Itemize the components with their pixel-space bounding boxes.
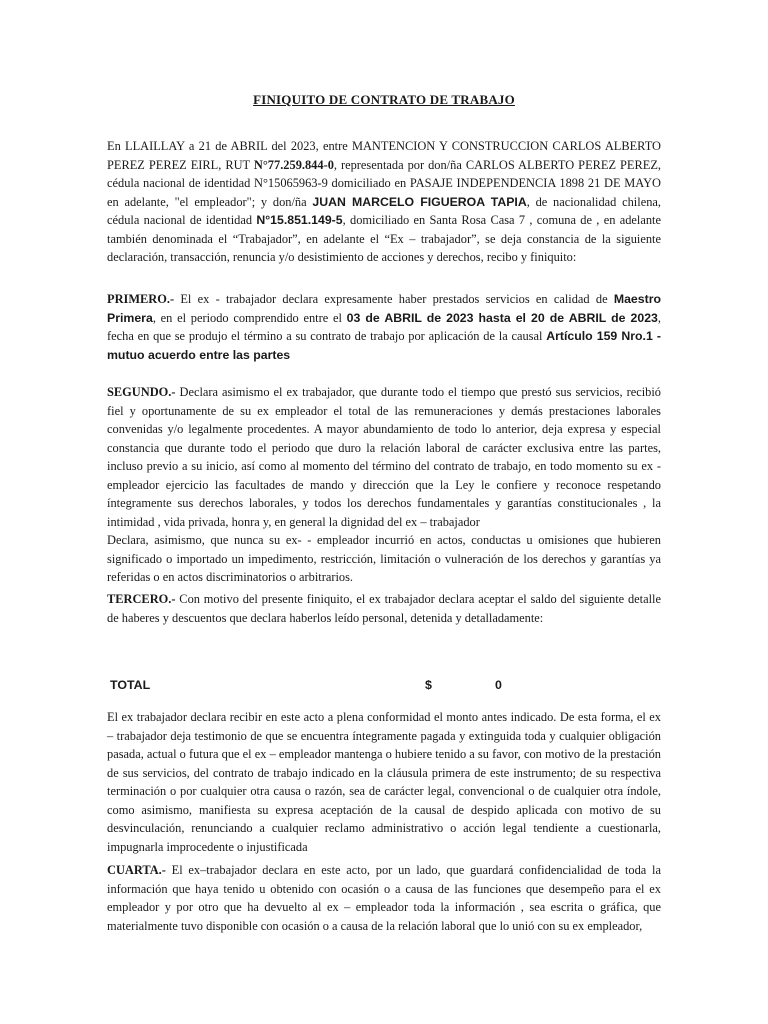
total-row	[0, 676, 768, 696]
clause-tercero	[107, 590, 661, 627]
intro-text-3: , de nacionalidad chilena, cédula nacional de identidad	[107, 194, 661, 227]
cuarta-text: El ex–trabajador declara en este acto, por un lado, que guardará confidencialidad de toda la información que haya tenido u obtenido con ocasión o a causa de las funciones que desempeño para el ex empleador y por otro que ha devuelto al ex – empleador toda la información , sea escrita o gráfica, que materialmente tuvo disponible con ocasión o a causa de la relación laboral que lo unió con su ex empleador,	[107, 863, 661, 933]
primero-text-3: , fecha en que se produjo el término a su contrato de trabajo por aplicación de la causal	[107, 310, 661, 343]
segundo-heading: SEGUNDO.-	[107, 385, 176, 399]
employer-rut: N°77.259.844-0	[253, 157, 334, 172]
intro-text-4: , domiciliado en Santa Rosa Casa 7 , comuna de , en adelante también denominada el “Trabajador”, en adelante el “Ex – trabajador”, se deja constancia de la siguiente declaración, transacción, renuncia y/o desistimiento de acciones y derechos, recibo y finiquito:	[107, 213, 661, 264]
worker-name: JUAN MARCELO FIGUEROA TAPIA	[312, 194, 527, 209]
segundo-text-2: Declara, asimismo, que nunca su ex- - empleador incurrió en actos, conductas u omisiones que hubieren significado o importado un impedimento, restricción, limitación o vulneración de los derechos y garantías ya referidas o en actos discriminatorios o arbitrarios.	[107, 533, 661, 584]
document-title: FINIQUITO DE CONTRATO DE TRABAJO	[253, 92, 515, 107]
tercero-text: Con motivo del presente finiquito, el ex trabajador declara aceptar el saldo del siguiente detalle de haberes y descuentos que declara haberlos leído personal, detenida y detalladamente:	[107, 592, 661, 625]
intro-text-1: En LLAILLAY a 21 de ABRIL del 2023, entre MANTENCION Y CONSTRUCCION CARLOS ALBERTO PEREZ PEREZ EIRL, RUT	[107, 139, 661, 172]
tercero-heading: TERCERO.-	[107, 592, 176, 606]
clause-primero	[107, 290, 661, 364]
worker-role: Maestro Primera	[107, 292, 661, 325]
termination-cause: Artículo 159 Nro.1 - mutuo acuerdo entre las partes	[107, 329, 661, 362]
primero-heading: PRIMERO.-	[107, 292, 175, 306]
total-currency: $	[425, 678, 432, 692]
segundo-text-1: Declara asimismo el ex trabajador, que durante todo el tiempo que prestó sus servicios, recibió fiel y oportunamente de su ex empleador el total de las remuneraciones y demás prestaciones laborales convenidas y/o legalmente procedentes. A mayor abundamiento de todo lo anterior, deja expresa y especial constancia que durante todo el periodo que duro la relación laboral de carácter exclusiva entre las partes, incluso previo a su inicio, así como al momento del término del contrato de trabajo, en todo momento su ex - empleador ejercicio las facultades de mando y dirección que la Ley le confiere y reconoce respetando íntegramente sus derechos laborales, y todos los derechos fundamentales y garantías constitucionales , la intimidad , vida privada, honra y, en general la dignidad del ex – trabajador	[107, 385, 661, 529]
intro-paragraph	[107, 137, 661, 267]
total-amount: 0	[495, 678, 502, 692]
total-label: TOTAL	[110, 678, 151, 692]
primero-text-1: El ex - trabajador declara expresamente haber prestados servicios en calidad de	[174, 292, 614, 306]
employment-period: 03 de ABRIL de 2023 hasta el 20 de ABRIL de 2023	[346, 310, 658, 325]
clause-segundo	[107, 383, 661, 587]
worker-id: N°15.851.149-5	[256, 213, 343, 227]
declaration-paragraph: El ex trabajador declara recibir en este acto a plena conformidad el monto antes indicado. De esta forma, el ex – trabajador deja testimonio de que se encuentra íntegramente pagada y extinguida toda y cualquier obligación pasada, actual o futura que el ex – empleador mantenga o hubiere tenido a su favor, con motivo de la prestación de sus servicios, del contrato de trabajo indicado en la cláusula primera de este instrumento; de su respectiva terminación o por cualquier otra causa o razón, sea de carácter legal, convencional o de cualquier otra índole, como asimismo, manifiesta su expresa aceptación de la causal de despido aplicada con motivo de su desvinculación, renunciando a cualquier reclamo administrativo o acción legal tendiente a cuestionarla, impugnarla improcedente o injustificada	[107, 710, 661, 854]
cuarta-heading: CUARTA.-	[107, 863, 166, 877]
clause-cuarta	[107, 861, 661, 935]
primero-text-2: , en el periodo comprendido entre el	[152, 310, 347, 325]
intro-text-2: , representada por don/ña CARLOS ALBERTO PEREZ PEREZ, cédula nacional de identidad N°15065963-9 domiciliado en PASAJE INDEPENDENCIA 1898 21 DE MAYO en adelante, "el empleador"; y don/ña	[107, 157, 662, 209]
